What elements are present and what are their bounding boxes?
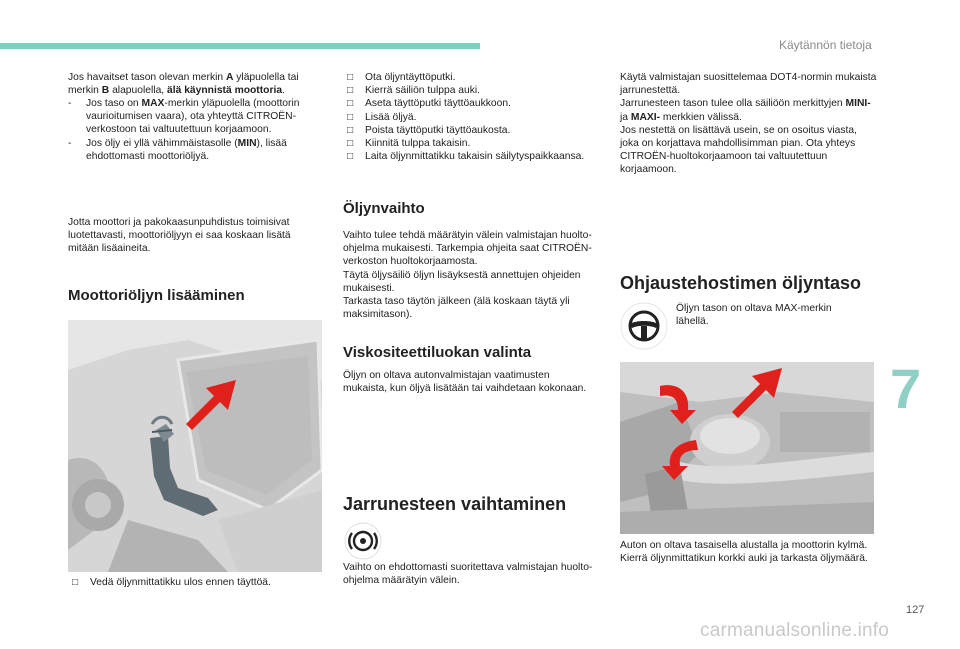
list-item xyxy=(68,576,320,589)
bold-text: MAX xyxy=(141,98,165,109)
additives-text: Jotta moottori ja pakokaasunpuhdistus toimisivat luotettavasti, moottoriöljyyn ei saa koskaan lisätä mitään lisäaineita. xyxy=(68,217,291,255)
bold-text: B xyxy=(101,85,110,97)
viscosity-text: Öljyn on oltava autonvalmistajan vaatimusten mukaista, kun öljyä lisätään tai vaihdetaan kokonaan. xyxy=(343,370,587,395)
text-run: Jos taso on xyxy=(86,98,142,109)
brake-fluid-text: Vaihto on ehdottomasti suoritettava valmistajan huolto-ohjelma määrätyin välein. xyxy=(343,562,593,587)
list-item-text: Ota öljyntäyttöputki. xyxy=(365,72,456,83)
brake-fluid-details xyxy=(620,71,878,177)
dash-bullet-icon: - xyxy=(68,98,72,109)
text-run: Käytä valmistajan suosittelemaa DOT4-normin mukaista jarrunestettä. Jarrunesteen tason tulee olla säiliöön merkittyjen xyxy=(620,72,877,110)
list-item-text xyxy=(86,138,287,162)
oil-topup-steps xyxy=(343,71,603,163)
text-run: merkkien välissä. Jos nestettä on lisättävä usein, se on osoitus viasta, joka on korjattava mahdollisimman pian. Ota yhteys CITROËN-huoltokorjaamoon tai valtuutettuun korjaamoon. xyxy=(620,111,857,176)
brake-fluid-icon xyxy=(344,522,382,560)
text-run: alapuolella, xyxy=(109,85,168,97)
section-title: Käytännön tietoja xyxy=(779,38,872,52)
text-run: . xyxy=(282,85,285,97)
list-item xyxy=(343,111,603,124)
list-item xyxy=(343,84,603,97)
text-run: -merkin yläpuolella (moottorin vaurioitumisen vaara), ota yhteyttä CITROËN-verkostoon tai valtuutettuun korjaamoon. xyxy=(86,98,300,136)
checkbox-bullet-icon: □ xyxy=(347,98,354,110)
text-run: yläpuolella tai merkin xyxy=(68,72,299,97)
viscosity-heading: Viskositeettiluokan valinta xyxy=(343,344,532,361)
dash-bullet-icon: - xyxy=(68,137,72,149)
checkbox-bullet-icon: □ xyxy=(347,151,354,163)
checkbox-bullet-icon: □ xyxy=(347,124,354,136)
steering-check-text: Auton on oltava tasaisella alustalla ja moottorin kylmä. Kierrä öljynmittatikun korkki auki ja tarkasta öljymäärä. xyxy=(620,540,868,565)
oil-filler-photo xyxy=(68,320,322,572)
bold-text: MAXI- xyxy=(630,111,661,123)
list-item xyxy=(343,71,603,84)
pull-dipstick-list xyxy=(68,576,320,589)
list-item-text: Poista täyttöputki täyttöaukosta. xyxy=(365,124,511,136)
list-item xyxy=(343,150,603,163)
steering-level-note: Öljyn tason on oltava MAX-merkin lähellä. xyxy=(676,303,832,328)
list-item-text: Laita öljynmittatikku takaisin säilytyspaikkaansa. xyxy=(365,151,585,163)
list-item xyxy=(343,97,603,110)
watermark: carmanualsonline.info xyxy=(700,620,890,641)
steering-wheel-icon xyxy=(620,302,668,350)
power-steering-heading: Ohjaustehostimen öljyntaso xyxy=(620,273,862,293)
checkbox-bullet-icon: □ xyxy=(347,72,354,83)
text-run: Jos havaitset tason olevan merkin xyxy=(68,72,226,83)
checkbox-bullet-icon: □ xyxy=(347,111,354,123)
list-item-text: Lisää öljyä. xyxy=(365,111,417,123)
brake-fluid-heading: Jarrunesteen vaihtaminen xyxy=(343,494,567,514)
text-run: Jos öljy ei yllä vähimmäistasolle ( xyxy=(86,137,238,149)
list-item xyxy=(343,124,603,137)
text-run: ja xyxy=(620,111,631,123)
bold-text: A xyxy=(225,72,234,83)
list-item xyxy=(68,97,320,137)
oil-level-warning-text xyxy=(68,71,320,97)
list-item-text: Aseta täyttöputki täyttöaukkoon. xyxy=(365,98,511,110)
oil-topup-heading: Moottoriöljyn lisääminen xyxy=(68,287,245,304)
bold-text: MIN xyxy=(237,137,257,149)
oil-change-text: Vaihto tulee tehdä määrätyin välein valmistajan huolto-ohjelma mukaisesti. Tarkempia ohjeita saat CITROËN-verkoston huoltokorjaamosta. Täytä öljysäiliö öljyn lisäyksestä annettujen ohjeiden mukaisesti. Tarkasta taso täytön jälkeen (älä koskaan täytä yli maksimitason). xyxy=(343,230,592,321)
power-steering-photo xyxy=(620,362,874,534)
checkbox-bullet-icon: □ xyxy=(347,85,354,97)
oil-level-dash-list xyxy=(68,97,320,163)
list-item-text xyxy=(86,98,299,135)
oil-change-heading: Öljynvaihto xyxy=(343,200,425,217)
text-run: ), lisää ehdottomasti moottoriöljyä. xyxy=(86,137,287,162)
list-item-text: Kiinnitä tulppa takaisin. xyxy=(365,138,471,150)
page-number: 127 xyxy=(906,604,925,616)
checkbox-bullet-icon: □ xyxy=(347,138,354,150)
header-accent-bar xyxy=(0,43,480,49)
checkbox-bullet-icon: □ xyxy=(72,577,79,588)
bold-text: MINI- xyxy=(845,98,871,110)
list-item xyxy=(343,137,603,150)
chapter-number: 7 xyxy=(890,357,922,420)
bold-text: älä käynnistä moottoria xyxy=(167,85,283,97)
list-item-text: Vedä öljynmittatikku ulos ennen täyttöä. xyxy=(90,577,271,588)
list-item-text: Kierrä säiliön tulppa auki. xyxy=(365,85,481,97)
list-item xyxy=(68,137,320,163)
